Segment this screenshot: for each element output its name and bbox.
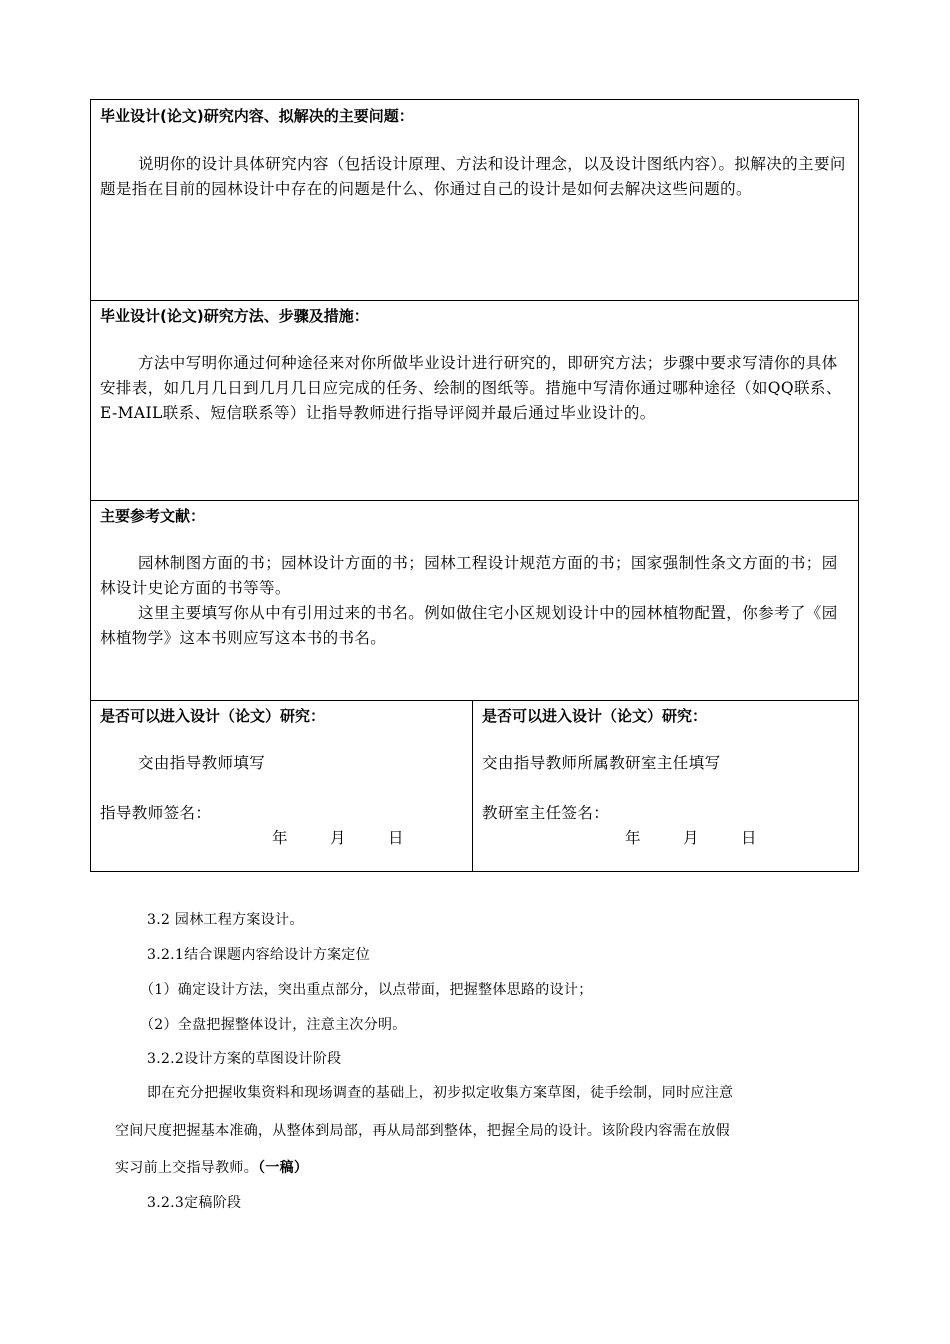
advisor-approval-note: 交由指导教师填写 xyxy=(138,754,266,772)
draft-stage-text: 实习前上交指导教师。 xyxy=(115,1160,258,1176)
advisor-date-line xyxy=(272,827,404,849)
list-item-2: （2）全盘把握整体设计，注意主次分明。 xyxy=(140,1017,407,1033)
proposal-form-table xyxy=(90,99,859,872)
department-approval-cell xyxy=(472,700,858,871)
first-draft-label: （一稿） xyxy=(258,1160,309,1176)
research-method-section xyxy=(91,300,858,500)
section-3-2-1-heading: 3.2.1结合课题内容给设计方案定位 xyxy=(147,947,371,963)
section-3-2-2-heading: 3.2.2设计方案的草图设计阶段 xyxy=(147,1051,342,1067)
day-label: 日 xyxy=(741,829,757,847)
section-3-2-3-heading: 3.2.3定稿阶段 xyxy=(147,1195,242,1211)
references-body-1: 园林制图方面的书；园林设计方面的书；园林工程设计规范方面的书；国家强制性条文方面的书；园林设计史论方面的书等等。 xyxy=(100,554,838,597)
day-label: 日 xyxy=(388,829,404,847)
department-approval-heading: 是否可以进入设计（论文）研究： xyxy=(482,707,708,725)
draft-stage-paragraph-line-1: 即在充分把握收集资料和现场调查的基础上，初步拟定收集方案草图，徒手绘制，同时应注意 xyxy=(147,1085,734,1101)
year-label: 年 xyxy=(272,829,288,847)
advisor-approval-cell xyxy=(91,700,472,871)
research-content-body: 说明你的设计具体研究内容（包括设计原理、方法和设计理念，以及设计图纸内容）。拟解决的主要问题是指在目前的园林设计中存在的问题是什么、你通过自己的设计是如何去解决这些问题的。 xyxy=(100,155,846,198)
references-section xyxy=(91,500,858,700)
advisor-signature-label: 指导教师签名： xyxy=(100,804,212,822)
list-item-1: （1）确定设计方法，突出重点部分，以点带面，把握整体思路的设计； xyxy=(140,982,593,998)
references-heading: 主要参考文献： xyxy=(100,507,206,525)
month-label: 月 xyxy=(683,829,699,847)
research-content-heading: 毕业设计(论文)研究内容、拟解决的主要问题： xyxy=(100,107,414,125)
draft-stage-paragraph-line-2: 空间尺度把握基本准确，从整体到局部，再从局部到整体，把握全局的设计。该阶段内容需在放假 xyxy=(115,1123,730,1139)
department-approval-note: 交由指导教师所属教研室主任填写 xyxy=(482,754,721,772)
month-label: 月 xyxy=(330,829,346,847)
year-label: 年 xyxy=(625,829,641,847)
research-method-heading: 毕业设计(论文)研究方法、步骤及措施： xyxy=(100,307,369,325)
department-signature-label: 教研室主任签名： xyxy=(482,804,610,822)
references-body-2: 这里主要填写你从中有引用过来的书名。例如做住宅小区规划设计中的园林植物配置，你参考了《园林植物学》这本书则应写这本书的书名。 xyxy=(100,604,838,647)
advisor-approval-heading: 是否可以进入设计（论文）研究： xyxy=(100,707,326,725)
research-method-body: 方法中写明你通过何种途径来对你所做毕业设计进行研究的，即研究方法；步骤中要求写清你的具体安排表，如几月几日到几月几日应完成的任务、绘制的图纸等。措施中写清你通过哪种途径（如QQ联系、E-MAIL联系、短信联系等）让指导教师进行指导评阅并最后通过毕业设计的。 xyxy=(100,354,842,422)
section-3-2-heading: 3.2 园林工程方案设计。 xyxy=(147,912,304,928)
research-content-section xyxy=(91,100,858,300)
draft-stage-paragraph-line-3 xyxy=(115,1158,308,1178)
department-date-line xyxy=(625,827,757,849)
